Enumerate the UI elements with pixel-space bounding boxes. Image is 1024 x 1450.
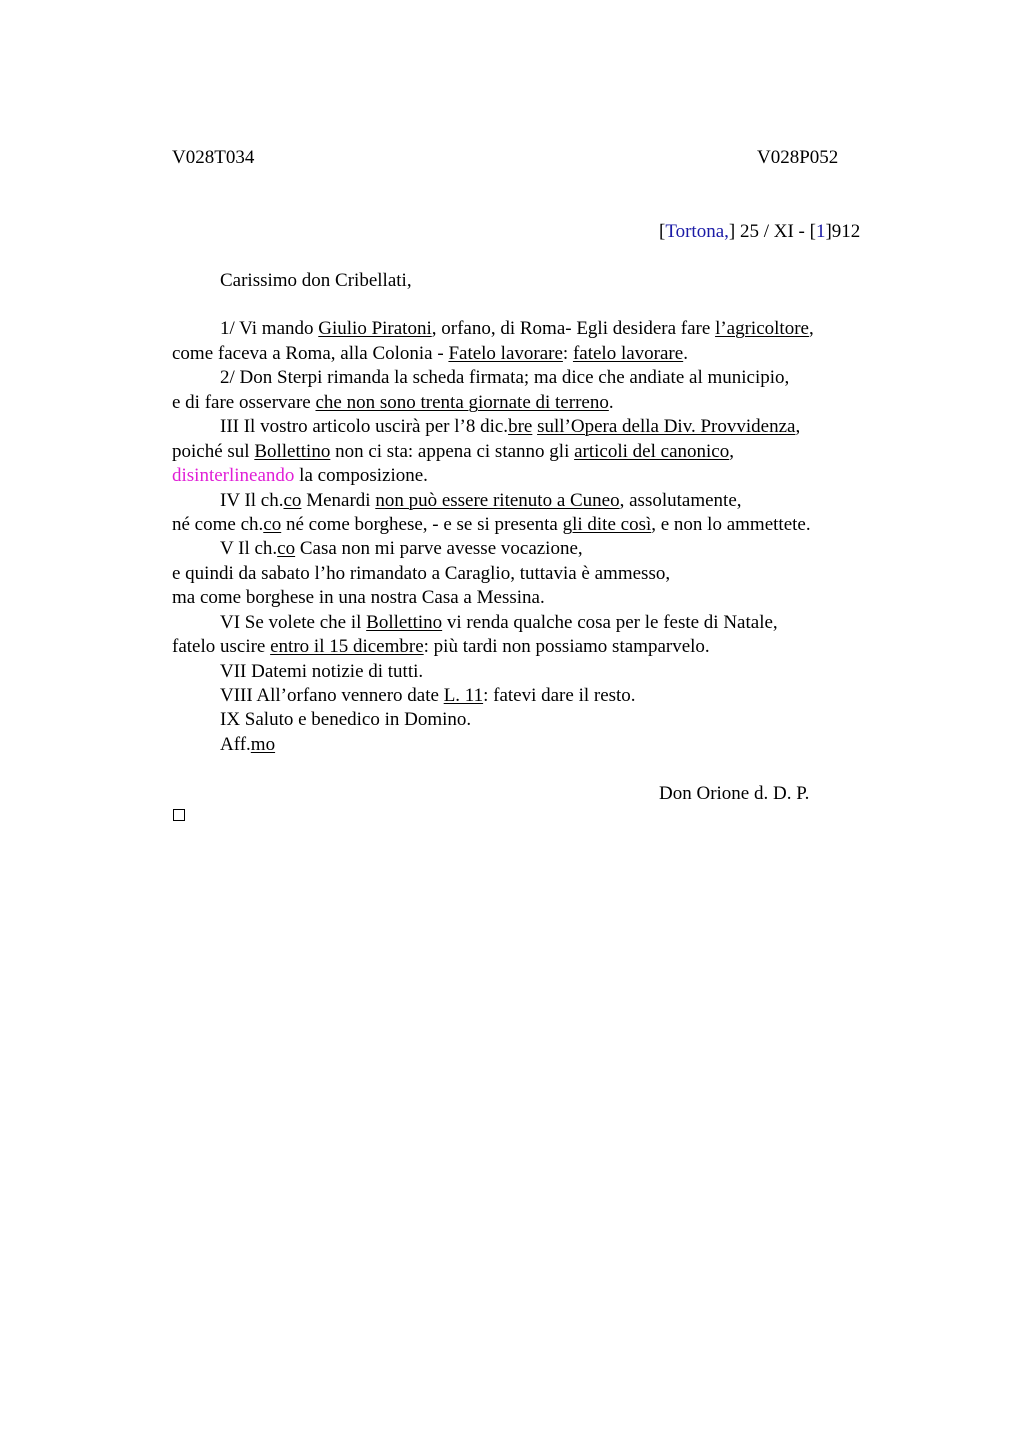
text-run: : più tardi non possiamo stamparvelo. xyxy=(423,636,710,657)
closing xyxy=(220,733,275,757)
signature: Don Orione d. D. P. xyxy=(659,783,810,804)
underlined-text: non può essere ritenuto a Cuneo xyxy=(375,490,620,511)
text-run: Casa non mi parve avesse vocazione, xyxy=(295,538,583,559)
header-right-code: V028P052 xyxy=(757,147,839,168)
paragraph-5-line-2: e quindi da sabato l’ho rimandato a Caraglio, tuttavia è ammesso, xyxy=(172,563,671,584)
text-run: . xyxy=(608,392,614,413)
paragraph-3-line-3 xyxy=(172,464,428,488)
paragraph-6-line-1 xyxy=(220,611,778,635)
paragraph-7: VII Datemi notizie di tutti. xyxy=(220,661,424,682)
underlined-text: Fatelo lavorare xyxy=(448,343,563,364)
text-run: , xyxy=(729,441,734,462)
text-run: né come borghese, - e se si presenta xyxy=(281,514,563,535)
underlined-text: mo xyxy=(250,734,276,755)
paragraph-2-line-2 xyxy=(172,391,614,415)
text-run: , xyxy=(808,318,814,339)
empty-box-icon xyxy=(173,809,185,821)
underlined-text: Bollettino xyxy=(366,612,443,633)
underlined-text: co xyxy=(263,514,282,535)
text-run: IV Il ch. xyxy=(220,490,284,511)
text-run: poiché sul xyxy=(172,441,255,462)
underlined-text: articoli del canonico xyxy=(574,441,730,462)
text-run: VI Se volete che il xyxy=(220,612,367,633)
text-run: come faceva a Roma, alla Colonia - xyxy=(172,343,449,364)
bracket-close: ] xyxy=(728,221,736,242)
text-run: 1/ Vi mando xyxy=(220,318,319,339)
underlined-text: che non sono trenta giornate di terreno xyxy=(315,392,609,413)
text-run: VIII All’orfano vennero date xyxy=(220,685,444,706)
underlined-text: l’agricoltore xyxy=(715,318,809,339)
text-run: : xyxy=(562,343,573,364)
text-run: vi renda qualche cosa per le feste di Natale, xyxy=(442,612,778,633)
dateline-place: Tortona, xyxy=(665,221,729,242)
paragraph-6-line-2 xyxy=(172,635,710,659)
paragraph-5-line-1 xyxy=(220,537,583,561)
underlined-text: entro il 15 dicembre xyxy=(270,636,424,657)
paragraph-8 xyxy=(220,684,636,708)
paragraph-5-line-3: ma come borghese in una nostra Casa a Messina. xyxy=(172,587,545,608)
text-run: fatelo uscire xyxy=(172,636,271,657)
text-run: III Il vostro articolo uscirà per l’8 dic. xyxy=(220,416,509,437)
text-run: Aff. xyxy=(220,734,251,755)
paragraph-4-line-2 xyxy=(172,513,811,537)
bracket-close: ] xyxy=(825,221,832,242)
paragraph-9: IX Saluto e benedico in Domino. xyxy=(220,709,472,730)
paragraph-4-line-1 xyxy=(220,489,742,513)
paragraph-3-line-2 xyxy=(172,440,734,464)
header-left-code: V028T034 xyxy=(172,147,255,168)
dateline-date: 25 / XI - xyxy=(735,221,810,242)
text-run: V Il ch. xyxy=(220,538,278,559)
text-run: . xyxy=(683,343,688,364)
underlined-text: Bollettino xyxy=(254,441,331,462)
underlined-text: sull’Opera della Div. Provvidenza xyxy=(537,416,796,437)
text-run: la composizione. xyxy=(294,465,428,486)
underlined-text: gli dite così xyxy=(562,514,652,535)
underlined-text: L. 11 xyxy=(443,685,484,706)
text-run: Menardi xyxy=(301,490,376,511)
text-run: , e non lo ammettete. xyxy=(651,514,811,535)
underlined-text: bre xyxy=(508,416,533,437)
dateline-century: 1 xyxy=(815,221,826,242)
underlined-text: co xyxy=(283,490,302,511)
text-run: e di fare osservare xyxy=(172,392,316,413)
text-run: non ci sta: appena ci stanno gli xyxy=(330,441,575,462)
paragraph-1-line-2 xyxy=(172,342,688,366)
text-run: né come ch. xyxy=(172,514,264,535)
bracket-open: [ xyxy=(809,221,816,242)
text-run: , assolutamente, xyxy=(619,490,742,511)
dateline-year: 912 xyxy=(831,221,861,242)
paragraph-1-line-1 xyxy=(220,317,814,341)
underlined-text: Giulio Piratoni xyxy=(318,318,432,339)
salutation: Carissimo don Cribellati, xyxy=(220,270,412,291)
text-run: , xyxy=(795,416,801,437)
underlined-text: fatelo lavorare xyxy=(572,343,684,364)
highlighted-text: disinterlineando xyxy=(172,465,295,486)
underlined-text: co xyxy=(277,538,296,559)
paragraph-3-line-1 xyxy=(220,415,800,439)
dateline xyxy=(659,220,860,244)
text-run: , orfano, di Roma- Egli desidera fare xyxy=(431,318,716,339)
bracket-open: [ xyxy=(659,221,666,242)
text-run: : fatevi dare il resto. xyxy=(483,685,636,706)
paragraph-2-line-1: 2/ Don Sterpi rimanda la scheda firmata; ma dice che andiate al municipio, xyxy=(220,367,790,388)
